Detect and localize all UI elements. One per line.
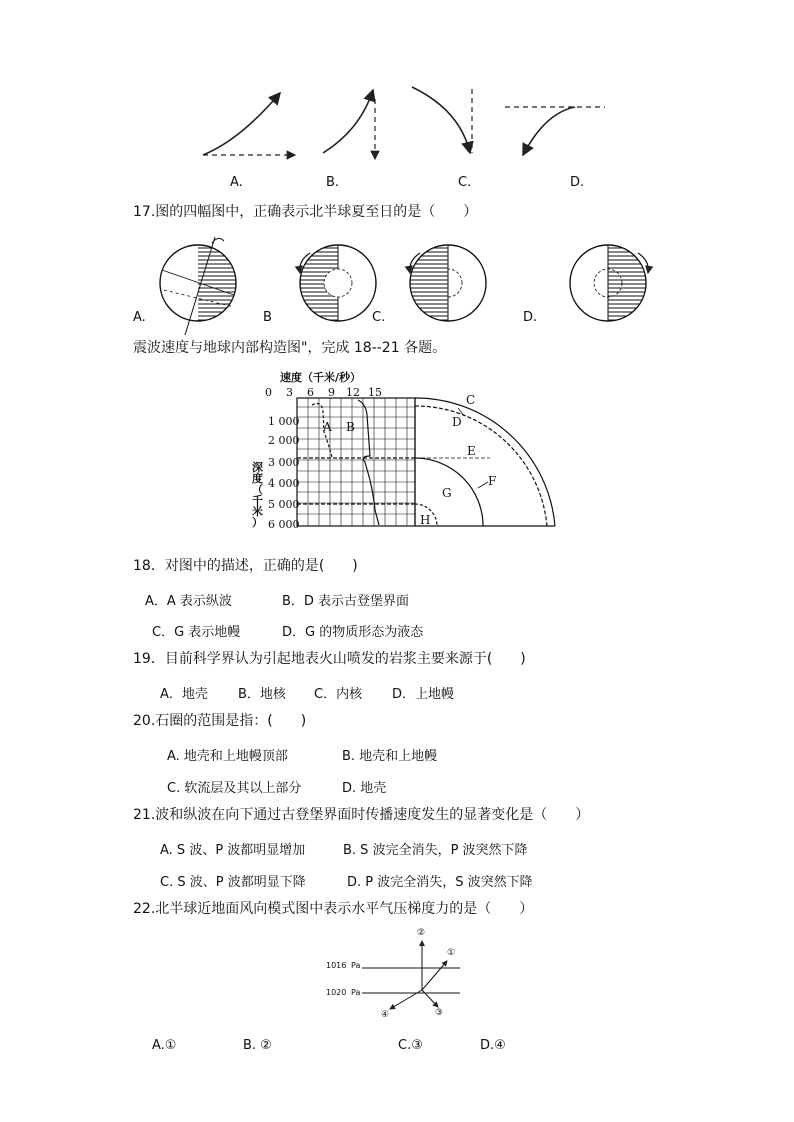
p-wave-curve xyxy=(358,400,379,525)
q18-option-c[interactable]: C．G 表示地幔 xyxy=(152,625,241,640)
depth-tick-2000: 2 000 xyxy=(268,434,300,447)
wind-diagram-graphic xyxy=(320,925,470,1025)
speed-axis-title: 速度（千米/秒） xyxy=(280,371,362,384)
seismic-chart xyxy=(250,370,570,535)
q17-figure-d xyxy=(570,245,648,321)
q17-figure-c xyxy=(410,245,486,321)
speed-tick-3: 3 xyxy=(286,386,293,399)
depth-tick-4000: 4 000 xyxy=(268,477,300,490)
q19-stem: 19．目前科学界认为引起地表火山喷发的岩浆主要来源于( ) xyxy=(133,651,526,667)
curve-label-a: A xyxy=(323,420,332,434)
q16-diagram-d xyxy=(505,85,615,165)
q18-stem: 18．对图中的描述，正确的是( ) xyxy=(133,558,358,574)
q21-option-d[interactable]: D. P 波完全消失，S 波突然下降 xyxy=(347,875,533,890)
q16-label-d: D. xyxy=(570,175,585,190)
layer-label-g: G xyxy=(442,486,452,500)
seismic-graph xyxy=(250,370,570,535)
q22-option-c[interactable]: C.③ xyxy=(398,1038,423,1053)
layer-label-c: C xyxy=(466,393,476,407)
q16-label-a: A. xyxy=(230,175,243,190)
layer-label-f: F xyxy=(488,474,497,488)
q17-label-c: C. xyxy=(372,310,386,325)
q16-diagram-b xyxy=(315,85,395,165)
q18-option-b[interactable]: B．D 表示古登堡界面 xyxy=(282,594,410,609)
arrow-label-2: ② xyxy=(417,928,426,938)
speed-tick-12: 12 xyxy=(346,386,360,399)
isobar-1020-value: 1020 xyxy=(326,988,347,997)
q21-option-b[interactable]: B. S 波完全消失，P 波突然下降 xyxy=(343,843,528,858)
q20-stem: 20.石圈的范围是指：( ) xyxy=(133,713,307,729)
q21-option-a[interactable]: A. S 波、P 波都明显增加 xyxy=(160,843,306,858)
q19-option-b[interactable]: B．地核 xyxy=(238,687,286,702)
arrow-label-1: ① xyxy=(447,948,456,958)
layer-label-h: H xyxy=(420,513,431,527)
q19-option-d[interactable]: D．上地幔 xyxy=(392,687,455,702)
q19-option-c[interactable]: C．内核 xyxy=(314,687,363,702)
arrow-label-3: ③ xyxy=(435,1008,444,1018)
speed-tick-6: 6 xyxy=(307,386,314,399)
q16-label-b: B. xyxy=(326,175,340,190)
q16-diagram-c xyxy=(410,85,490,165)
q18-option-a[interactable]: A．A 表示纵波 xyxy=(145,594,232,609)
q20-option-b[interactable]: B. 地壳和上地幔 xyxy=(342,749,438,764)
q17-label-b: B xyxy=(263,310,272,325)
speed-tick-0: 0 xyxy=(265,386,272,399)
q16-diagrams xyxy=(195,85,615,165)
intro-text: 震波速度与地球内部构造图"，完成 18--21 各题。 xyxy=(133,340,447,356)
q17-figure-a xyxy=(160,237,236,335)
q17-figure-b xyxy=(300,245,376,321)
depth-tick-5000: 5 000 xyxy=(268,498,300,511)
q22-stem: 22.北半球近地面风向模式图中表示水平气压梯度力的是（ ） xyxy=(133,901,534,917)
q16-diagram-a xyxy=(195,85,305,165)
q22-option-d[interactable]: D.④ xyxy=(480,1038,506,1053)
isobar-1020-unit: Pa xyxy=(351,988,361,997)
q19-option-a[interactable]: A．地壳 xyxy=(160,687,208,702)
wind-diagram xyxy=(320,925,470,1025)
q17-stem: 17.图的四幅图中，正确表示北半球夏至日的是（ ） xyxy=(133,204,478,220)
q22-option-b[interactable]: B. ② xyxy=(243,1038,272,1053)
layer-label-e: E xyxy=(467,444,476,458)
q17-figures xyxy=(150,235,670,335)
q18-option-d[interactable]: D．G 的物质形态为液态 xyxy=(282,625,424,640)
arrow-3 xyxy=(422,990,438,1007)
q21-option-c[interactable]: C. S 波、P 波都明显下降 xyxy=(160,875,306,890)
q20-option-d[interactable]: D. 地壳 xyxy=(342,781,387,796)
arrow-label-4: ④ xyxy=(381,1010,390,1020)
q21-stem: 21.波和纵波在向下通过古登堡界面时传播速度发生的显著变化是（ ） xyxy=(133,807,590,823)
earth-quadrant xyxy=(415,398,555,526)
q17-label-a: A. xyxy=(133,310,146,325)
depth-tick-1000: 1 000 xyxy=(268,415,300,428)
q16-label-c: C. xyxy=(458,175,472,190)
layer-label-d: D xyxy=(452,415,462,429)
speed-tick-15: 15 xyxy=(368,386,382,399)
depth-tick-3000: 3 000 xyxy=(268,456,300,469)
depth-axis-title: 深 度 （ 千 米 ） xyxy=(252,461,263,529)
curve-label-b: B xyxy=(346,420,355,434)
speed-tick-9: 9 xyxy=(328,386,335,399)
q20-option-a[interactable]: A. 地壳和上地幔顶部 xyxy=(167,749,288,764)
q17-label-d: D. xyxy=(523,310,538,325)
q22-option-a[interactable]: A.① xyxy=(152,1038,177,1053)
speed-depth-grid xyxy=(297,398,415,526)
isobar-1016-value: 1016 xyxy=(326,961,347,970)
isobar-1016-unit: Pa xyxy=(351,961,361,970)
arrow-1 xyxy=(422,961,447,990)
depth-tick-6000: 6 000 xyxy=(268,518,300,531)
q20-option-c[interactable]: C. 软流层及其以上部分 xyxy=(167,781,302,796)
